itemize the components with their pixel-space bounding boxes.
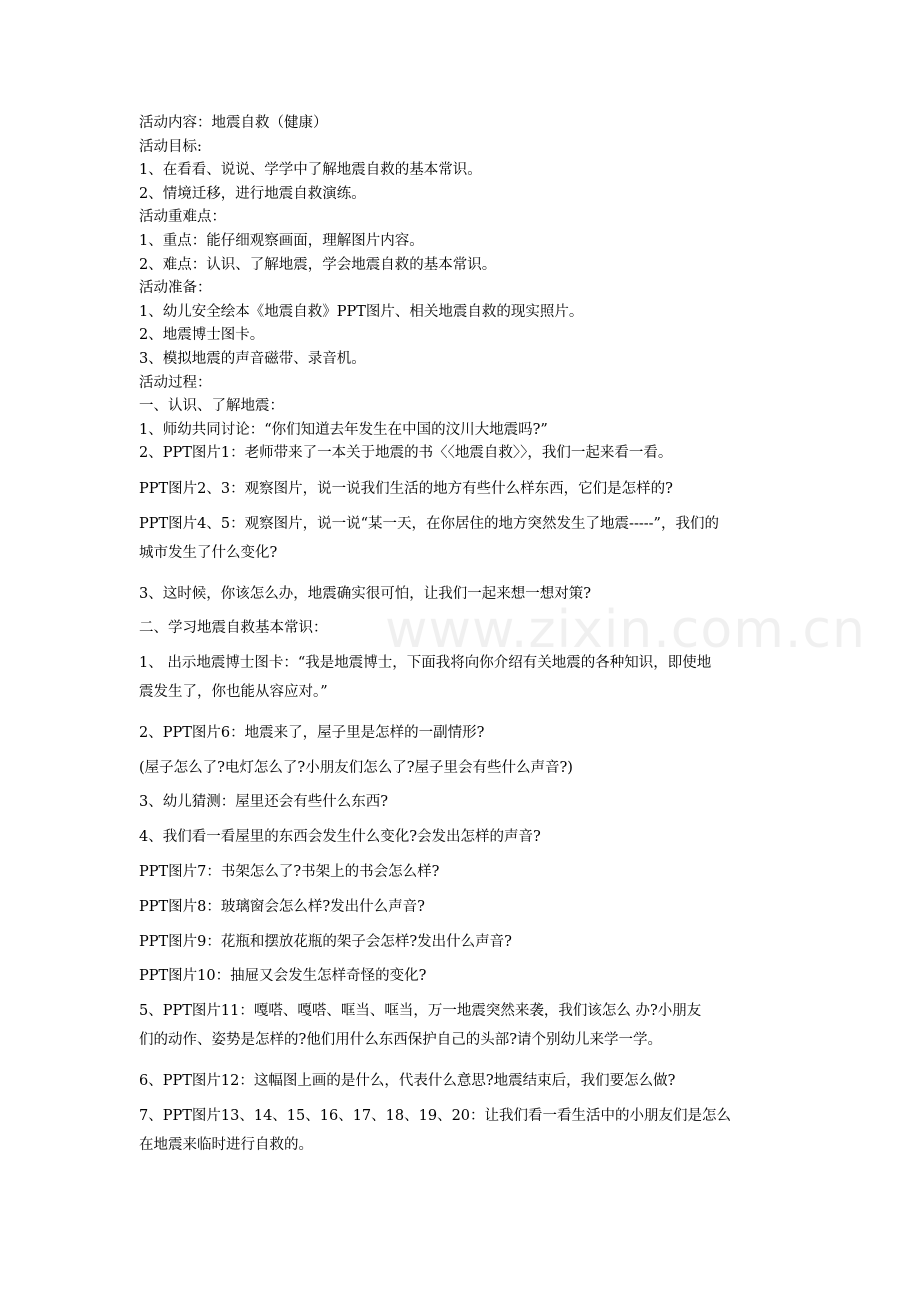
paragraph-line: 7、PPT图片13、14、15、16、17、18、19、20：让我们看一看生活中的小朋友们是怎么 (139, 1107, 732, 1124)
paragraph-line: 震发生了，你也能从容应对。” (139, 684, 328, 701)
activity-content-line: 活动内容：地震自救（健康） (139, 115, 328, 131)
paragraph-line: 5、PPT图片11：嘎嗒、嘎嗒、哐当、哐当，万一地震突然来袭，我们该怎么 办?小朋友 (139, 1003, 702, 1020)
process-heading: 活动过程： (139, 374, 212, 391)
paragraph-line: 4、我们看一看屋里的东西会发生什么变化?会发出怎样的声音? (139, 829, 541, 846)
paragraph-line: 们的动作、姿势是怎样的?他们用什么东西保护自己的头部?请个别幼儿来学一学。 (139, 1032, 663, 1049)
paragraph-continuation (139, 537, 784, 570)
paragraph-line: 城市发生了什么变化? (139, 544, 278, 561)
key-point-item: 2、难点：认识、了解地震，学会地震自救的基本常识。 (139, 256, 497, 273)
paragraph-line: 2、PPT图片6：地震来了，屋子里是怎样的一副情形? (139, 724, 485, 741)
goal-item: 1、在看看、说说、学学中了解地震自救的基本常识。 (139, 162, 482, 179)
paragraph-line: 二、学习地震自救基本常识： (139, 620, 328, 637)
key-points-heading: 活动重难点： (139, 209, 226, 226)
paragraph (139, 826, 784, 848)
paragraph (139, 1000, 784, 1022)
paragraph (139, 478, 784, 500)
key-point-item: 1、重点：能仔细观察画面，理解图片内容。 (139, 232, 424, 249)
paragraph (139, 513, 784, 535)
paragraph-continuation (139, 1129, 784, 1162)
process-item: 2、PPT图片1：老师带来了一本关于地震的书〈〈地震自救〉〉，我们一起来看一看。 (139, 445, 673, 462)
paragraph-line: (屋子怎么了?电灯怎么了?小朋友们怎么了?屋子里会有些什么声音?) (139, 759, 573, 776)
document-body-section (139, 478, 784, 1162)
paragraph (139, 931, 784, 953)
paragraph-line: 1、 出示地震博士图卡：“我是地震博士，下面我将向你介绍有关地震的各种知识，即使地 (139, 655, 712, 672)
goals-heading: 活动目标: (139, 138, 202, 155)
paragraph-line: PPT图片9：花瓶和摆放花瓶的架子会怎样?发出什么声音? (139, 933, 512, 950)
paragraph (139, 861, 784, 883)
goal-item: 2、情境迁移，进行地震自救演练。 (139, 185, 366, 202)
paragraph (139, 791, 784, 813)
paragraph-line: PPT图片7：书架怎么了?书架上的书会怎么样? (139, 864, 440, 881)
section-heading: 一、认识、了解地震： (139, 398, 284, 415)
preparation-item: 2、地震博士图卡。 (139, 327, 265, 344)
preparation-item: 3、模拟地震的声音磁带、录音机。 (139, 350, 366, 367)
paragraph-line: PPT图片10：抽屉又会发生怎样奇怪的变化? (139, 968, 427, 985)
watermark: www.zixin.com.cn (385, 600, 866, 660)
paragraph-line: PPT图片2、3：观察图片，说一说我们生活的地方有些什么样东西，它们是怎样的? (139, 480, 673, 497)
paragraph-line: 在地震来临时进行自救的。 (139, 1136, 313, 1153)
paragraph (139, 1105, 784, 1127)
paragraph-line: 3、这时候，你该怎么办，地震确实很可怕，让我们一起来想一想对策? (139, 585, 591, 602)
paragraph (139, 896, 784, 918)
paragraph-line: 3、幼儿猜测：屋里还会有些什么东西? (139, 794, 388, 811)
paragraph-continuation (139, 1024, 784, 1057)
document-header-section (139, 112, 784, 466)
paragraph-continuation (139, 676, 784, 709)
paragraph-line: 6、PPT图片12：这幅图上画的是什么，代表什么意思?地震结束后，我们要怎么做? (139, 1073, 676, 1090)
paragraph (139, 965, 784, 987)
process-item: 1、师幼共同讨论：“你们知道去年发生在中国的汶川大地震吗?” (139, 421, 548, 438)
paragraph (139, 1070, 784, 1092)
paragraph-line: PPT图片8：玻璃窗会怎么样?发出什么声音? (139, 898, 425, 915)
preparation-item: 1、幼儿安全绘本《地震自救》PPT图片、相关地震自救的现实照片。 (139, 303, 584, 320)
preparation-heading: 活动准备： (139, 280, 212, 297)
paragraph-line: PPT图片4、5：观察图片，说一说“某一天，在你居住的地方突然发生了地震-----”，我们的 (139, 515, 719, 532)
paragraph (139, 722, 784, 744)
paragraph (139, 757, 784, 779)
